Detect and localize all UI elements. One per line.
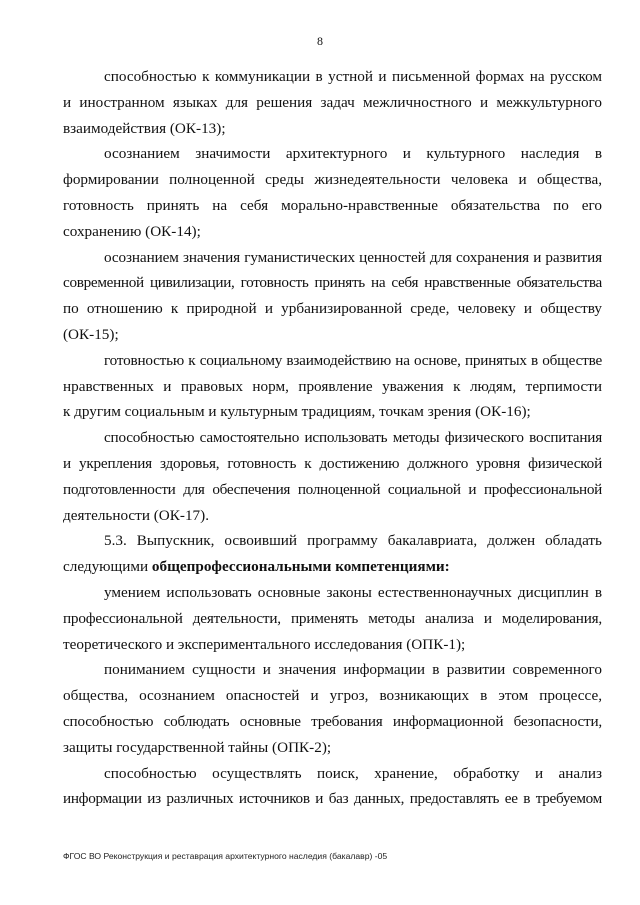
text-line: и иностранном языках для решения задач межличностного и межкультурного: [63, 93, 602, 111]
paragraph-opk1: [63, 580, 602, 657]
text-line: по отношению к природной и урбанизированной среде, человеку и обществу: [63, 300, 602, 318]
text-line: умением использовать основные законы естественнонаучных дисциплин в: [104, 583, 602, 601]
text-line: теоретического и экспериментального исследования (ОПК-1);: [63, 635, 466, 653]
paragraph-opk3: [63, 761, 602, 813]
paragraph-ok14: [63, 141, 602, 244]
bold-heading-run: общепрофессиональными компетенциями:: [151, 558, 450, 576]
text-line: подготовленности для обеспечения полноценной социальной и профессиональной: [63, 480, 602, 498]
text-run: следующими: [63, 558, 152, 576]
paragraph-ok16: [63, 348, 602, 425]
text-line: формировании полноценной среды жизнедеятельности человека и общества,: [63, 171, 602, 189]
paragraph-ok13: [63, 64, 602, 141]
text-line: 5.3. Выпускник, освоивший программу бакалавриата, должен обладать: [104, 532, 602, 550]
document-body: [63, 64, 602, 812]
text-line: профессиональной деятельности, применять методы анализа и моделирования,: [63, 609, 602, 627]
text-line: способностью к коммуникации в устной и письменной формах на русском: [104, 68, 602, 85]
paragraph-ok17: [63, 425, 602, 528]
text-line: информации из различных источников и баз данных, предоставлять ее в требуемом: [63, 790, 602, 808]
text-line: [63, 554, 602, 580]
text-line: (ОК-15);: [63, 325, 119, 343]
text-line: способностью самостоятельно использовать методы физического воспитания: [104, 429, 602, 447]
paragraph-ok15: [63, 245, 602, 348]
text-line: взаимодействия (ОК-13);: [63, 119, 226, 137]
paragraph-opk2: [63, 657, 602, 760]
text-line: нравственных и правовых норм, проявление уважения к людям, терпимости: [63, 377, 602, 395]
paragraph-section-5-3: [63, 528, 602, 580]
text-line: сохранению (ОК-14);: [63, 222, 201, 240]
text-line: осознанием значения гуманистических ценностей для сохранения и развития: [104, 248, 602, 266]
page-number: 8: [317, 34, 323, 48]
text-line: пониманием сущности и значения информации в развитии современного: [104, 661, 602, 679]
text-line: к другим социальным и культурным традициям, точкам зрения (ОК-16);: [63, 403, 531, 421]
text-line: способностью соблюдать основные требования информационной безопасности,: [63, 712, 602, 730]
text-line: и укрепления здоровья, готовность к достижению должного уровня физической: [63, 454, 602, 472]
text-line: современной цивилизации, готовность принять на себя нравственные обязательства: [63, 274, 602, 292]
text-line: осознанием значимости архитектурного и культурного наследия в: [104, 145, 602, 163]
text-line: готовностью к социальному взаимодействию на основе, принятых в обществе: [104, 351, 602, 369]
text-line: деятельности (ОК-17).: [63, 506, 209, 524]
text-line: готовность принять на себя морально-нравственные обязательства по его: [63, 196, 602, 214]
page-footer: ФГОС ВО Реконструкция и реставрация архитектурного наследия (бакалавр) -05: [63, 851, 388, 861]
text-line: способностью осуществлять поиск, хранение, обработку и анализ: [104, 764, 602, 782]
text-line: защиты государственной тайны (ОПК-2);: [63, 738, 332, 756]
text-line: общества, осознанием опасностей и угроз, возникающих в этом процессе,: [63, 687, 602, 705]
